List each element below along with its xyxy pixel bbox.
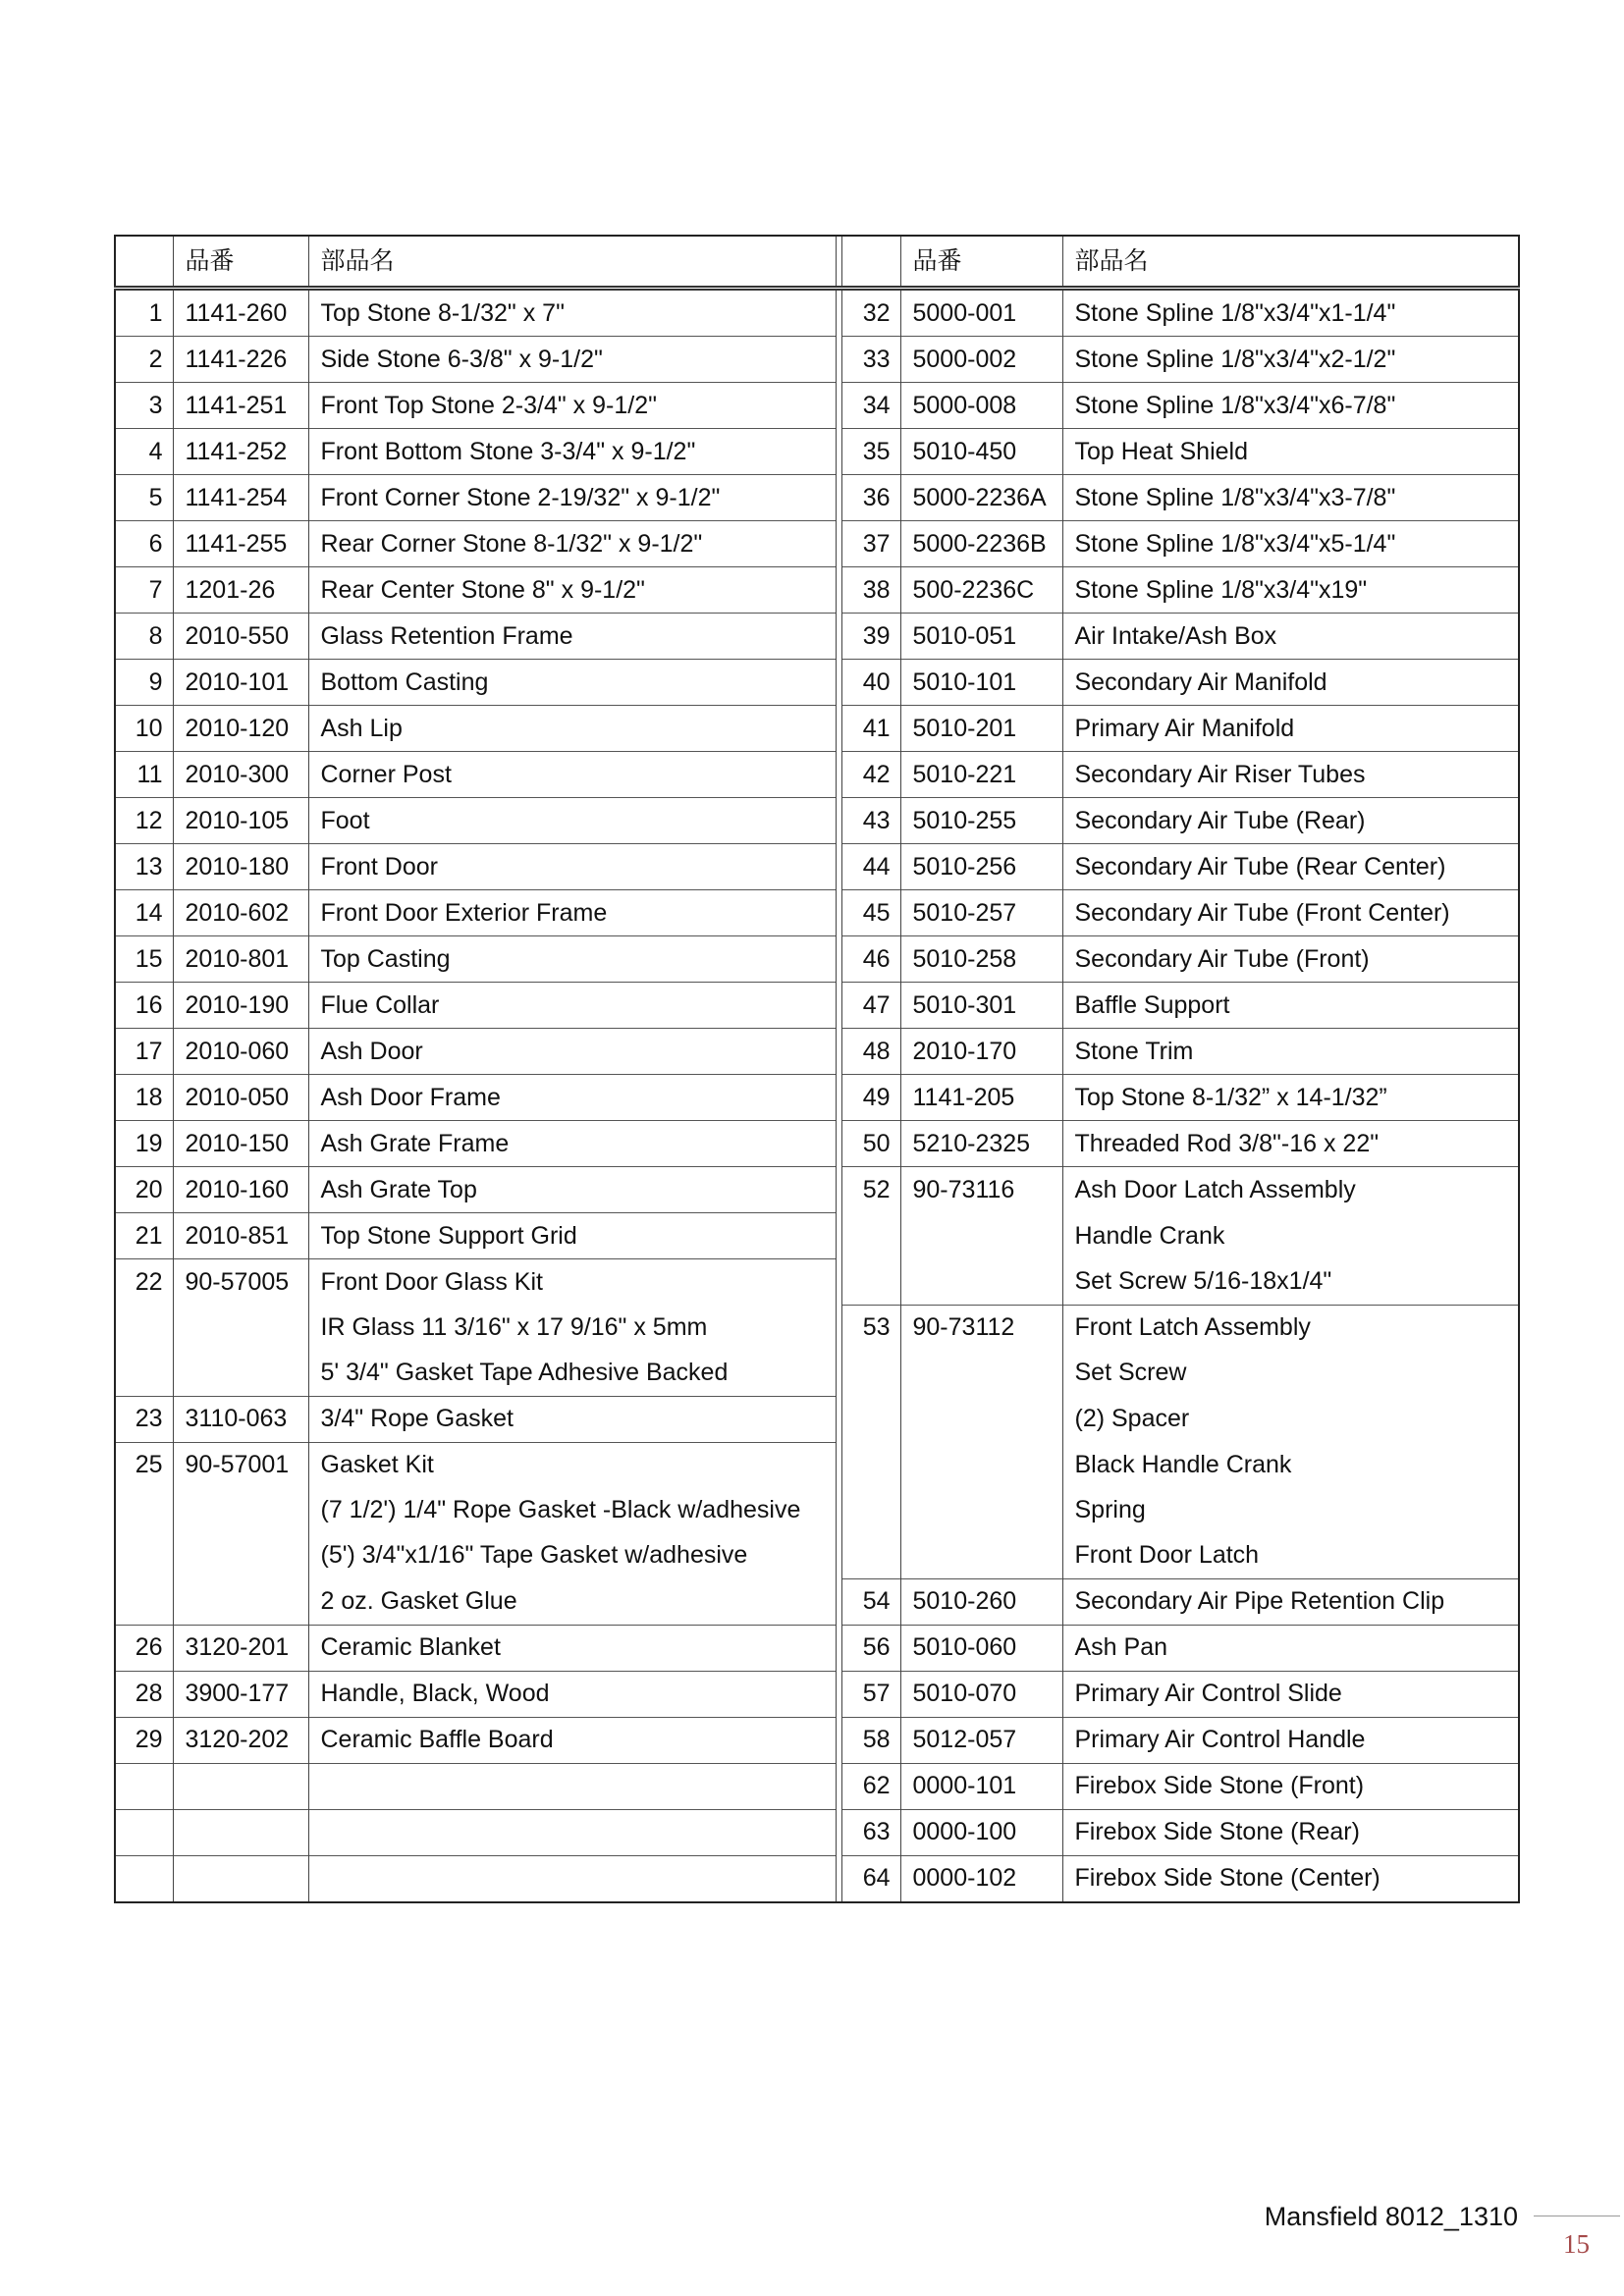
- table-row: [115, 890, 1519, 936]
- part-number: 5010-255: [900, 798, 1062, 844]
- part-name: Secondary Air Tube (Front): [1062, 936, 1519, 983]
- item-index: [841, 1442, 900, 1488]
- part-number: 2010-120: [173, 706, 308, 752]
- part-number: 5010-450: [900, 429, 1062, 475]
- table-row: [115, 1671, 1519, 1717]
- item-index: 39: [841, 614, 900, 660]
- part-number: 2010-300: [173, 752, 308, 798]
- item-index: 13: [115, 844, 173, 890]
- table-row: [115, 660, 1519, 706]
- item-index: 25: [115, 1442, 173, 1488]
- part-name: Stone Spline 1/8"x3/4"x6-7/8": [1062, 383, 1519, 429]
- part-name: (5') 3/4"x1/16" Tape Gasket w/adhesive: [308, 1533, 836, 1579]
- part-name: Ceramic Baffle Board: [308, 1717, 836, 1763]
- item-index: 6: [115, 521, 173, 567]
- table-row: [115, 1029, 1519, 1075]
- part-number: 90-73116: [900, 1167, 1062, 1213]
- item-index: 21: [115, 1213, 173, 1259]
- part-number: 1141-254: [173, 475, 308, 521]
- item-index: 44: [841, 844, 900, 890]
- part-number: 5010-101: [900, 660, 1062, 706]
- part-number: 2010-180: [173, 844, 308, 890]
- part-name: (7 1/2') 1/4" Rope Gasket -Black w/adhesive: [308, 1488, 836, 1533]
- header-index-left: [115, 236, 173, 289]
- item-index: [115, 1763, 173, 1809]
- item-index: 9: [115, 660, 173, 706]
- part-number: 2010-060: [173, 1029, 308, 1075]
- table-row: [115, 383, 1519, 429]
- part-number: 5010-256: [900, 844, 1062, 890]
- item-index: 47: [841, 983, 900, 1029]
- part-name: Stone Spline 1/8"x3/4"x5-1/4": [1062, 521, 1519, 567]
- part-number: 2010-050: [173, 1075, 308, 1121]
- part-name: Firebox Side Stone (Front): [1062, 1763, 1519, 1809]
- part-name: Set Screw: [1062, 1351, 1519, 1397]
- part-name: Firebox Side Stone (Rear): [1062, 1809, 1519, 1855]
- part-number: 2010-190: [173, 983, 308, 1029]
- item-index: 14: [115, 890, 173, 936]
- item-index: 19: [115, 1121, 173, 1167]
- part-name: Black Handle Crank: [1062, 1442, 1519, 1488]
- item-index: 53: [841, 1305, 900, 1351]
- part-number: 1141-255: [173, 521, 308, 567]
- item-index: 38: [841, 567, 900, 614]
- item-index: 16: [115, 983, 173, 1029]
- part-number: 0000-102: [900, 1855, 1062, 1902]
- item-index: 41: [841, 706, 900, 752]
- part-name: Firebox Side Stone (Center): [1062, 1855, 1519, 1902]
- part-name: Front Top Stone 2-3/4" x 9-1/2": [308, 383, 836, 429]
- table-row: [115, 844, 1519, 890]
- table-header-row: [115, 236, 1519, 289]
- part-name: 5' 3/4" Gasket Tape Adhesive Backed: [308, 1351, 836, 1397]
- table-row: [115, 614, 1519, 660]
- part-name: Stone Trim: [1062, 1029, 1519, 1075]
- part-number: [900, 1533, 1062, 1579]
- item-index: 17: [115, 1029, 173, 1075]
- item-index: [115, 1578, 173, 1625]
- part-name: Ash Pan: [1062, 1625, 1519, 1671]
- part-number: [173, 1855, 308, 1902]
- part-number: 3120-202: [173, 1717, 308, 1763]
- table-row: [115, 752, 1519, 798]
- header-part-no-left: 品番: [173, 236, 308, 289]
- part-number: 5010-051: [900, 614, 1062, 660]
- item-index: 42: [841, 752, 900, 798]
- item-index: 34: [841, 383, 900, 429]
- part-name: Ash Door Latch Assembly: [1062, 1167, 1519, 1213]
- part-name: Side Stone 6-3/8" x 9-1/2": [308, 337, 836, 383]
- part-number: 2010-801: [173, 936, 308, 983]
- part-number: 3900-177: [173, 1671, 308, 1717]
- part-name: Secondary Air Tube (Rear): [1062, 798, 1519, 844]
- item-index: 52: [841, 1167, 900, 1213]
- part-number: 0000-100: [900, 1809, 1062, 1855]
- item-index: 18: [115, 1075, 173, 1121]
- part-name: Front Corner Stone 2-19/32" x 9-1/2": [308, 475, 836, 521]
- part-name: Flue Collar: [308, 983, 836, 1029]
- part-number: 2010-101: [173, 660, 308, 706]
- item-index: [115, 1488, 173, 1533]
- part-number: 5010-257: [900, 890, 1062, 936]
- part-number: 1141-226: [173, 337, 308, 383]
- part-number: [900, 1259, 1062, 1306]
- part-name: Primary Air Control Handle: [1062, 1717, 1519, 1763]
- part-name: Set Screw 5/16-18x1/4": [1062, 1259, 1519, 1306]
- item-index: 32: [841, 289, 900, 337]
- part-number: [900, 1442, 1062, 1488]
- part-name: Top Stone Support Grid: [308, 1213, 836, 1259]
- part-name: Baffle Support: [1062, 983, 1519, 1029]
- table-row: [115, 567, 1519, 614]
- table-row: [115, 1213, 1519, 1259]
- item-index: 26: [115, 1625, 173, 1671]
- part-number: 5010-070: [900, 1671, 1062, 1717]
- table-row: [115, 1167, 1519, 1213]
- item-index: 62: [841, 1763, 900, 1809]
- item-index: 37: [841, 521, 900, 567]
- item-index: 54: [841, 1578, 900, 1625]
- part-name: Handle, Black, Wood: [308, 1671, 836, 1717]
- part-name: Secondary Air Pipe Retention Clip: [1062, 1578, 1519, 1625]
- table-row: [115, 475, 1519, 521]
- item-index: 64: [841, 1855, 900, 1902]
- part-name: Foot: [308, 798, 836, 844]
- part-name: Secondary Air Tube (Front Center): [1062, 890, 1519, 936]
- item-index: 1: [115, 289, 173, 337]
- table-row: [115, 429, 1519, 475]
- item-index: [115, 1855, 173, 1902]
- part-name: 3/4" Rope Gasket: [308, 1396, 836, 1442]
- part-name: Front Bottom Stone 3-3/4" x 9-1/2": [308, 429, 836, 475]
- part-number: 5012-057: [900, 1717, 1062, 1763]
- item-index: 11: [115, 752, 173, 798]
- item-index: 50: [841, 1121, 900, 1167]
- table-row: [115, 798, 1519, 844]
- item-index: 15: [115, 936, 173, 983]
- part-name: Ash Grate Frame: [308, 1121, 836, 1167]
- item-index: [115, 1351, 173, 1397]
- item-index: 33: [841, 337, 900, 383]
- part-number: [173, 1351, 308, 1397]
- part-number: [173, 1763, 308, 1809]
- item-index: [115, 1305, 173, 1351]
- part-number: 500-2236C: [900, 567, 1062, 614]
- part-number: [900, 1488, 1062, 1533]
- item-index: 2: [115, 337, 173, 383]
- item-index: [841, 1488, 900, 1533]
- part-name: Ceramic Blanket: [308, 1625, 836, 1671]
- part-number: 5010-201: [900, 706, 1062, 752]
- part-name: Handle Crank: [1062, 1213, 1519, 1259]
- item-index: 40: [841, 660, 900, 706]
- item-index: 8: [115, 614, 173, 660]
- item-index: 5: [115, 475, 173, 521]
- part-name: Top Casting: [308, 936, 836, 983]
- part-name: Primary Air Control Slide: [1062, 1671, 1519, 1717]
- part-number: 5010-221: [900, 752, 1062, 798]
- item-index: 3: [115, 383, 173, 429]
- header-part-name-left: 部品名: [308, 236, 836, 289]
- table-row: [115, 1625, 1519, 1671]
- item-index: [841, 1533, 900, 1579]
- part-name: Secondary Air Manifold: [1062, 660, 1519, 706]
- part-name: Top Stone 8-1/32” x 14-1/32”: [1062, 1075, 1519, 1121]
- part-number: [173, 1305, 308, 1351]
- part-number: 3110-063: [173, 1396, 308, 1442]
- item-index: 10: [115, 706, 173, 752]
- table-row: [115, 1809, 1519, 1855]
- part-number: 5010-260: [900, 1578, 1062, 1625]
- part-number: 0000-101: [900, 1763, 1062, 1809]
- item-index: 28: [115, 1671, 173, 1717]
- part-name: Spring: [1062, 1488, 1519, 1533]
- part-name: Ash Door Frame: [308, 1075, 836, 1121]
- page-number: 15: [1563, 2229, 1590, 2259]
- part-name: [308, 1763, 836, 1809]
- part-number: [173, 1488, 308, 1533]
- table-row: [115, 1578, 1519, 1625]
- part-number: 5000-2236B: [900, 521, 1062, 567]
- part-name: Air Intake/Ash Box: [1062, 614, 1519, 660]
- part-name: Stone Spline 1/8"x3/4"x3-7/8": [1062, 475, 1519, 521]
- item-index: 7: [115, 567, 173, 614]
- part-name: Front Door Latch: [1062, 1533, 1519, 1579]
- part-number: 5010-060: [900, 1625, 1062, 1671]
- item-index: 12: [115, 798, 173, 844]
- table-row: [115, 1533, 1519, 1579]
- part-number: 1141-252: [173, 429, 308, 475]
- part-number: [173, 1809, 308, 1855]
- part-name: 2 oz. Gasket Glue: [308, 1578, 836, 1625]
- part-number: 5000-008: [900, 383, 1062, 429]
- part-name: Stone Spline 1/8"x3/4"x1-1/4": [1062, 289, 1519, 337]
- table-row: [115, 1442, 1519, 1488]
- table-row: [115, 1351, 1519, 1397]
- item-index: 57: [841, 1671, 900, 1717]
- part-name: Front Latch Assembly: [1062, 1305, 1519, 1351]
- part-name: Rear Corner Stone 8-1/32" x 9-1/2": [308, 521, 836, 567]
- table-row: [115, 983, 1519, 1029]
- table-row: [115, 289, 1519, 337]
- table-row: [115, 936, 1519, 983]
- item-index: 63: [841, 1809, 900, 1855]
- part-number: [900, 1396, 1062, 1442]
- item-index: 22: [115, 1259, 173, 1306]
- part-number: 5010-301: [900, 983, 1062, 1029]
- part-name: Ash Door: [308, 1029, 836, 1075]
- part-name: Front Door Glass Kit: [308, 1259, 836, 1306]
- item-index: 23: [115, 1396, 173, 1442]
- item-index: 43: [841, 798, 900, 844]
- part-name: Secondary Air Tube (Rear Center): [1062, 844, 1519, 890]
- part-number: [173, 1533, 308, 1579]
- item-index: 58: [841, 1717, 900, 1763]
- part-number: 1141-260: [173, 289, 308, 337]
- part-number: 1141-205: [900, 1075, 1062, 1121]
- item-index: 45: [841, 890, 900, 936]
- parts-list-table: [114, 235, 1520, 1903]
- part-number: [900, 1213, 1062, 1259]
- item-index: 56: [841, 1625, 900, 1671]
- part-name: Threaded Rod 3/8"-16 x 22": [1062, 1121, 1519, 1167]
- part-name: Top Heat Shield: [1062, 429, 1519, 475]
- table-row: [115, 521, 1519, 567]
- table-row: [115, 1396, 1519, 1442]
- part-number: 90-57001: [173, 1442, 308, 1488]
- item-index: 4: [115, 429, 173, 475]
- part-name: Bottom Casting: [308, 660, 836, 706]
- part-name: IR Glass 11 3/16" x 17 9/16" x 5mm: [308, 1305, 836, 1351]
- part-number: 2010-105: [173, 798, 308, 844]
- item-index: 35: [841, 429, 900, 475]
- part-number: 1141-251: [173, 383, 308, 429]
- part-name: Stone Spline 1/8"x3/4"x2-1/2": [1062, 337, 1519, 383]
- part-number: 90-57005: [173, 1259, 308, 1306]
- part-number: 5000-001: [900, 289, 1062, 337]
- header-part-name-right: 部品名: [1062, 236, 1519, 289]
- item-index: [115, 1809, 173, 1855]
- part-number: 5010-258: [900, 936, 1062, 983]
- part-name: Gasket Kit: [308, 1442, 836, 1488]
- header-part-no-right: 品番: [900, 236, 1062, 289]
- part-name: Front Door Exterior Frame: [308, 890, 836, 936]
- part-number: 3120-201: [173, 1625, 308, 1671]
- table-row: [115, 1717, 1519, 1763]
- item-index: 36: [841, 475, 900, 521]
- part-name: Corner Post: [308, 752, 836, 798]
- item-index: [841, 1213, 900, 1259]
- table-row: [115, 1763, 1519, 1809]
- item-index: [841, 1259, 900, 1306]
- part-number: 2010-550: [173, 614, 308, 660]
- part-name: Secondary Air Riser Tubes: [1062, 752, 1519, 798]
- table-row: [115, 1259, 1519, 1306]
- table-row: [115, 1305, 1519, 1351]
- table-row: [115, 706, 1519, 752]
- part-number: 2010-170: [900, 1029, 1062, 1075]
- part-name: (2) Spacer: [1062, 1396, 1519, 1442]
- part-number: 2010-160: [173, 1167, 308, 1213]
- part-name: Stone Spline 1/8"x3/4"x19": [1062, 567, 1519, 614]
- part-name: Primary Air Manifold: [1062, 706, 1519, 752]
- header-index-right: [841, 236, 900, 289]
- table-row: [115, 1121, 1519, 1167]
- part-number: 5210-2325: [900, 1121, 1062, 1167]
- part-name: Ash Lip: [308, 706, 836, 752]
- item-index: [841, 1351, 900, 1397]
- part-number: 5000-002: [900, 337, 1062, 383]
- part-number: [900, 1351, 1062, 1397]
- part-number: 2010-602: [173, 890, 308, 936]
- part-name: Ash Grate Top: [308, 1167, 836, 1213]
- table-row: [115, 1488, 1519, 1533]
- part-name: Rear Center Stone 8" x 9-1/2": [308, 567, 836, 614]
- footer-model-label: Mansfield 8012_1310: [1264, 2202, 1518, 2231]
- item-index: 29: [115, 1717, 173, 1763]
- item-index: 48: [841, 1029, 900, 1075]
- part-number: 5000-2236A: [900, 475, 1062, 521]
- part-number: 2010-150: [173, 1121, 308, 1167]
- table-row: [115, 1075, 1519, 1121]
- part-number: 1201-26: [173, 567, 308, 614]
- part-number: 2010-851: [173, 1213, 308, 1259]
- item-index: 20: [115, 1167, 173, 1213]
- item-index: 49: [841, 1075, 900, 1121]
- part-name: [308, 1809, 836, 1855]
- table-row: [115, 1855, 1519, 1902]
- part-number: [173, 1578, 308, 1625]
- part-name: [308, 1855, 836, 1902]
- part-name: Top Stone 8-1/32" x 7": [308, 289, 836, 337]
- item-index: 46: [841, 936, 900, 983]
- part-name: Glass Retention Frame: [308, 614, 836, 660]
- part-number: 90-73112: [900, 1305, 1062, 1351]
- item-index: [841, 1396, 900, 1442]
- part-name: Front Door: [308, 844, 836, 890]
- table-row: [115, 337, 1519, 383]
- parts-list-body: [115, 236, 1519, 1902]
- item-index: [115, 1533, 173, 1579]
